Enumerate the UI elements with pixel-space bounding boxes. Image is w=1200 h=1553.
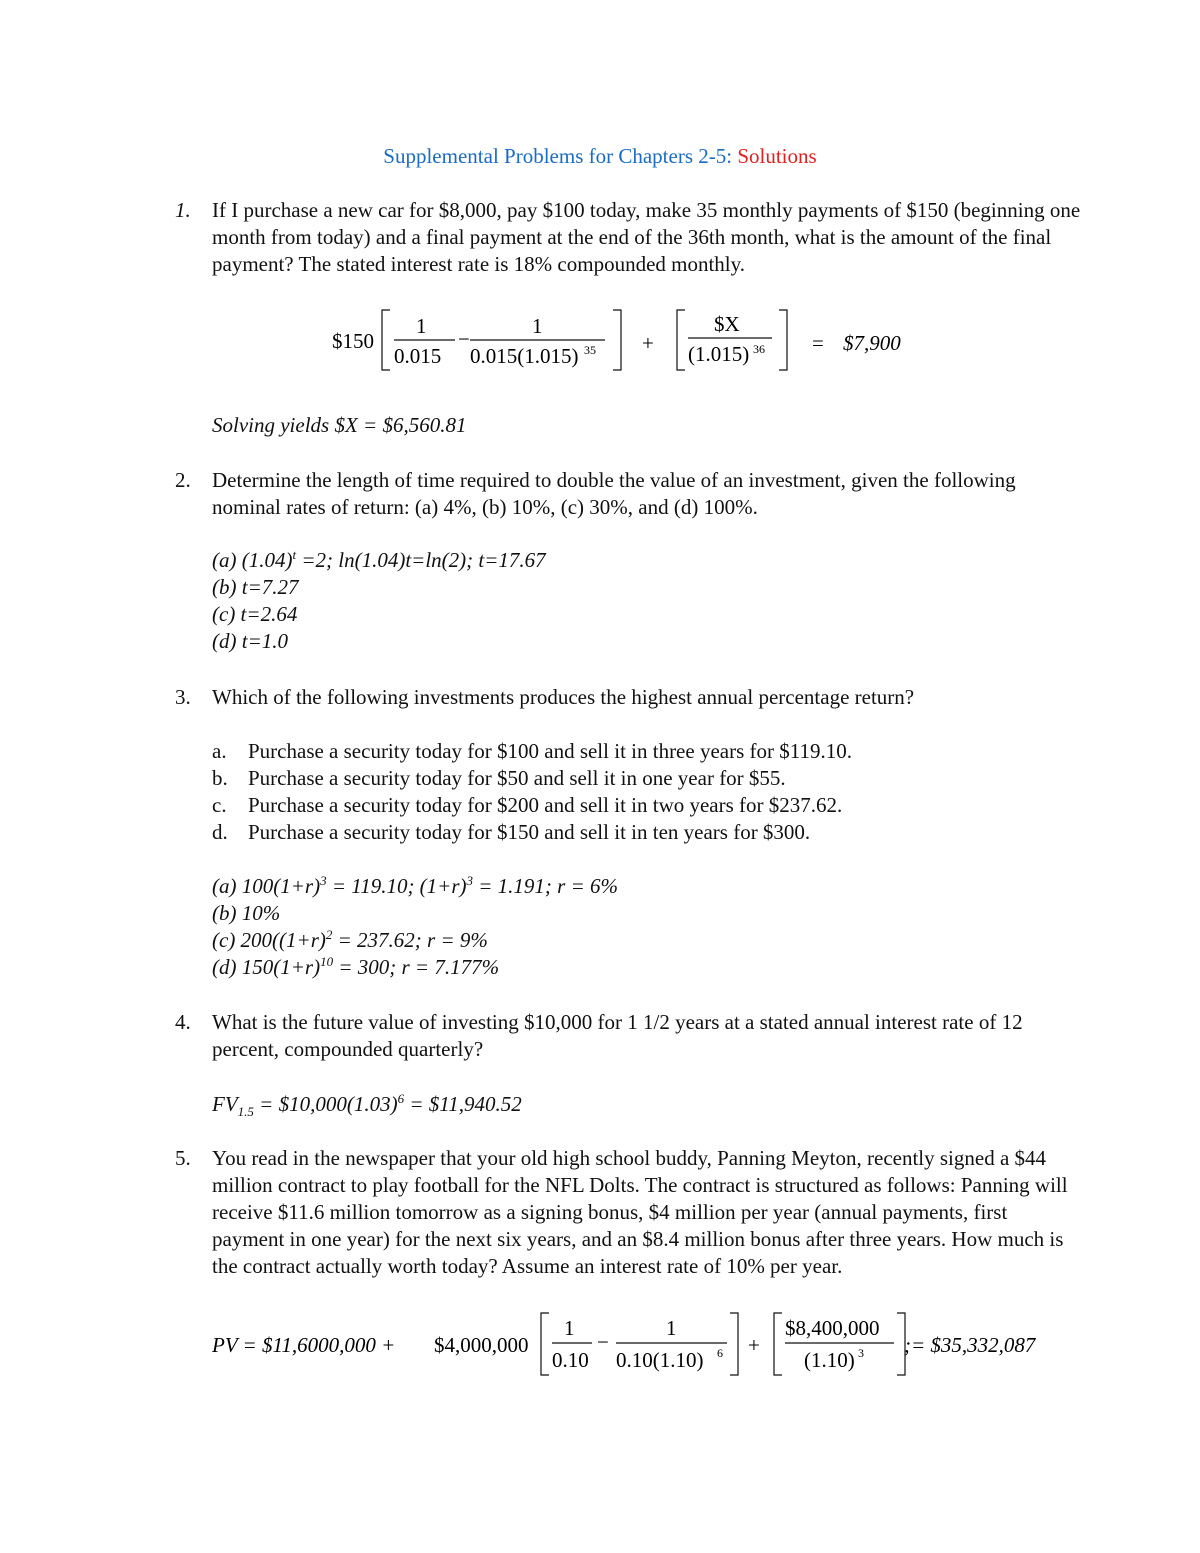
q3c-pre: (c) 200((1+r) [212,928,326,952]
q1-eq: = [812,331,824,355]
q5-num3: $8,400,000 [785,1316,880,1340]
q1-den1: 0.015 [394,344,442,368]
question-text: If I purchase a new car for $8,000, pay $100 today, make 35 monthly payments of $150 (beginning one month from today) and a final payment at the end of the 36th month, what is the amount of the final payment? The stated interest rate is 18% compounded monthly. [212,198,1081,276]
q2-answer-b: (b) t=7.27 [212,575,299,599]
option-label: c. [212,793,227,817]
q5-den3: (1.10) [804,1348,855,1372]
q2a-sup: t [292,547,297,562]
option-label: d. [212,820,228,844]
q5-formula [212,1307,1092,1394]
q1-num2: 1 [532,314,543,338]
q2-answer-a [212,547,546,574]
option-text: Purchase a security today for $100 and sell it in three years for $119.10. [248,739,852,763]
question-number: 5. [175,1146,191,1170]
q1-result: $7,900 [843,331,901,355]
q2a-pre: (a) (1.04) [212,548,293,572]
title-solutions: Solutions [737,144,817,168]
q3a-sup2: 3 [466,873,474,888]
title-main: Supplemental Problems for Chapters 2-5: [383,144,738,168]
q5-num2: 1 [666,1316,677,1340]
q3-answer-d [212,954,499,981]
q5-den2: 0.10(1.10) [616,1348,704,1372]
q1-numx: $X [714,312,740,336]
q2a-post: =2; ln(1.04)t=ln(2); t=17.67 [296,548,546,572]
q5-num1: 1 [564,1316,575,1340]
q3a-sup1: 3 [320,873,327,888]
question-text: What is the future value of investing $10,000 for 1 1/2 years at a stated annual interest rate of 12 percent, compounded quarterly? [212,1010,1023,1061]
q4-post: = $11,940.52 [404,1092,522,1116]
option-label: a. [212,739,227,763]
q4-answer [212,1091,522,1118]
q1-equation [320,300,940,380]
q3a-mid: = 119.10; (1+r) [326,874,467,898]
q4-sup: 6 [397,1091,405,1106]
q5-pv: PV = $11,6000,000 + [212,1333,396,1357]
q5-tail: ;= $35,332,087 [904,1333,1036,1357]
q1-answer: Solving yields $X = $6,560.81 [212,413,467,437]
question-number: 2. [175,468,191,492]
minus-sign: − [458,327,470,351]
q5-exp2: 3 [858,1346,864,1360]
question-number: 3. [175,685,191,709]
q3-answer-c [212,927,488,954]
q5-exp1: 6 [717,1346,723,1360]
option-text: Purchase a security today for $50 and sell it in one year for $55. [248,766,786,790]
q3-answer-a [212,873,618,900]
q3-answer-b: (b) 10% [212,901,281,925]
q1-exp1: 35 [584,343,596,357]
q1-den2: 0.015(1.015) [470,344,579,368]
q3d-pre: (d) 150(1+r) [212,955,321,979]
question-text: You read in the newspaper that your old high school buddy, Panning Meyton, recently signed a $44 million contract to play football for the NFL Dolts. The contract is structured as follows: Panning will receive $11.6 million tomorrow as a signing bonus, $4 million per year (annual payments, first payment in one year) for the next six years, and an $8.4 million bonus after three years. How much is the contract actually worth today? Assume an interest rate of 10% per year. [212,1146,1068,1278]
q1-exp2: 36 [753,342,765,356]
question-number: 1. [175,198,191,222]
question-text: Determine the length of time required to double the value of an investment, given the following nominal rates of return: (a) 4%, (b) 10%, (c) 30%, and (d) 100%. [212,468,1016,519]
q3d-post: = 300; r = 7.177% [333,955,500,979]
minus-sign: − [597,1330,609,1354]
option-label: b. [212,766,228,790]
q5-coef: $4,000,000 [434,1333,529,1357]
q5-plus: + [748,1333,760,1357]
q1-coef: $150 [332,329,374,353]
q4-mid: = $10,000(1.03) [253,1092,398,1116]
q3d-sup: 10 [320,954,334,969]
q3a-1: (a) 100(1+r) [212,874,321,898]
q2-answer-d: (d) t=1.0 [212,629,288,653]
q4-pre: FV [212,1092,238,1116]
q1-formula [320,300,940,387]
question-number: 4. [175,1010,191,1034]
q1-plus: + [642,331,654,355]
q1-den3: (1.015) [688,342,750,366]
question-text: Which of the following investments produces the highest annual percentage return? [212,685,915,709]
q4-sub: 1.5 [237,1104,254,1120]
option-text: Purchase a security today for $200 and sell it in two years for $237.62. [248,793,843,817]
q2-answer-c: (c) t=2.64 [212,602,298,626]
q1-num1: 1 [416,314,427,338]
q5-equation [212,1307,1092,1387]
q3a-end: = 1.191; r = 6% [473,874,619,898]
q3c-post: = 237.62; r = 9% [332,928,488,952]
q5-den1: 0.10 [552,1348,589,1372]
page-title [0,143,1200,170]
option-text: Purchase a security today for $150 and sell it in ten years for $300. [248,820,811,844]
q3c-sup: 2 [325,927,333,942]
